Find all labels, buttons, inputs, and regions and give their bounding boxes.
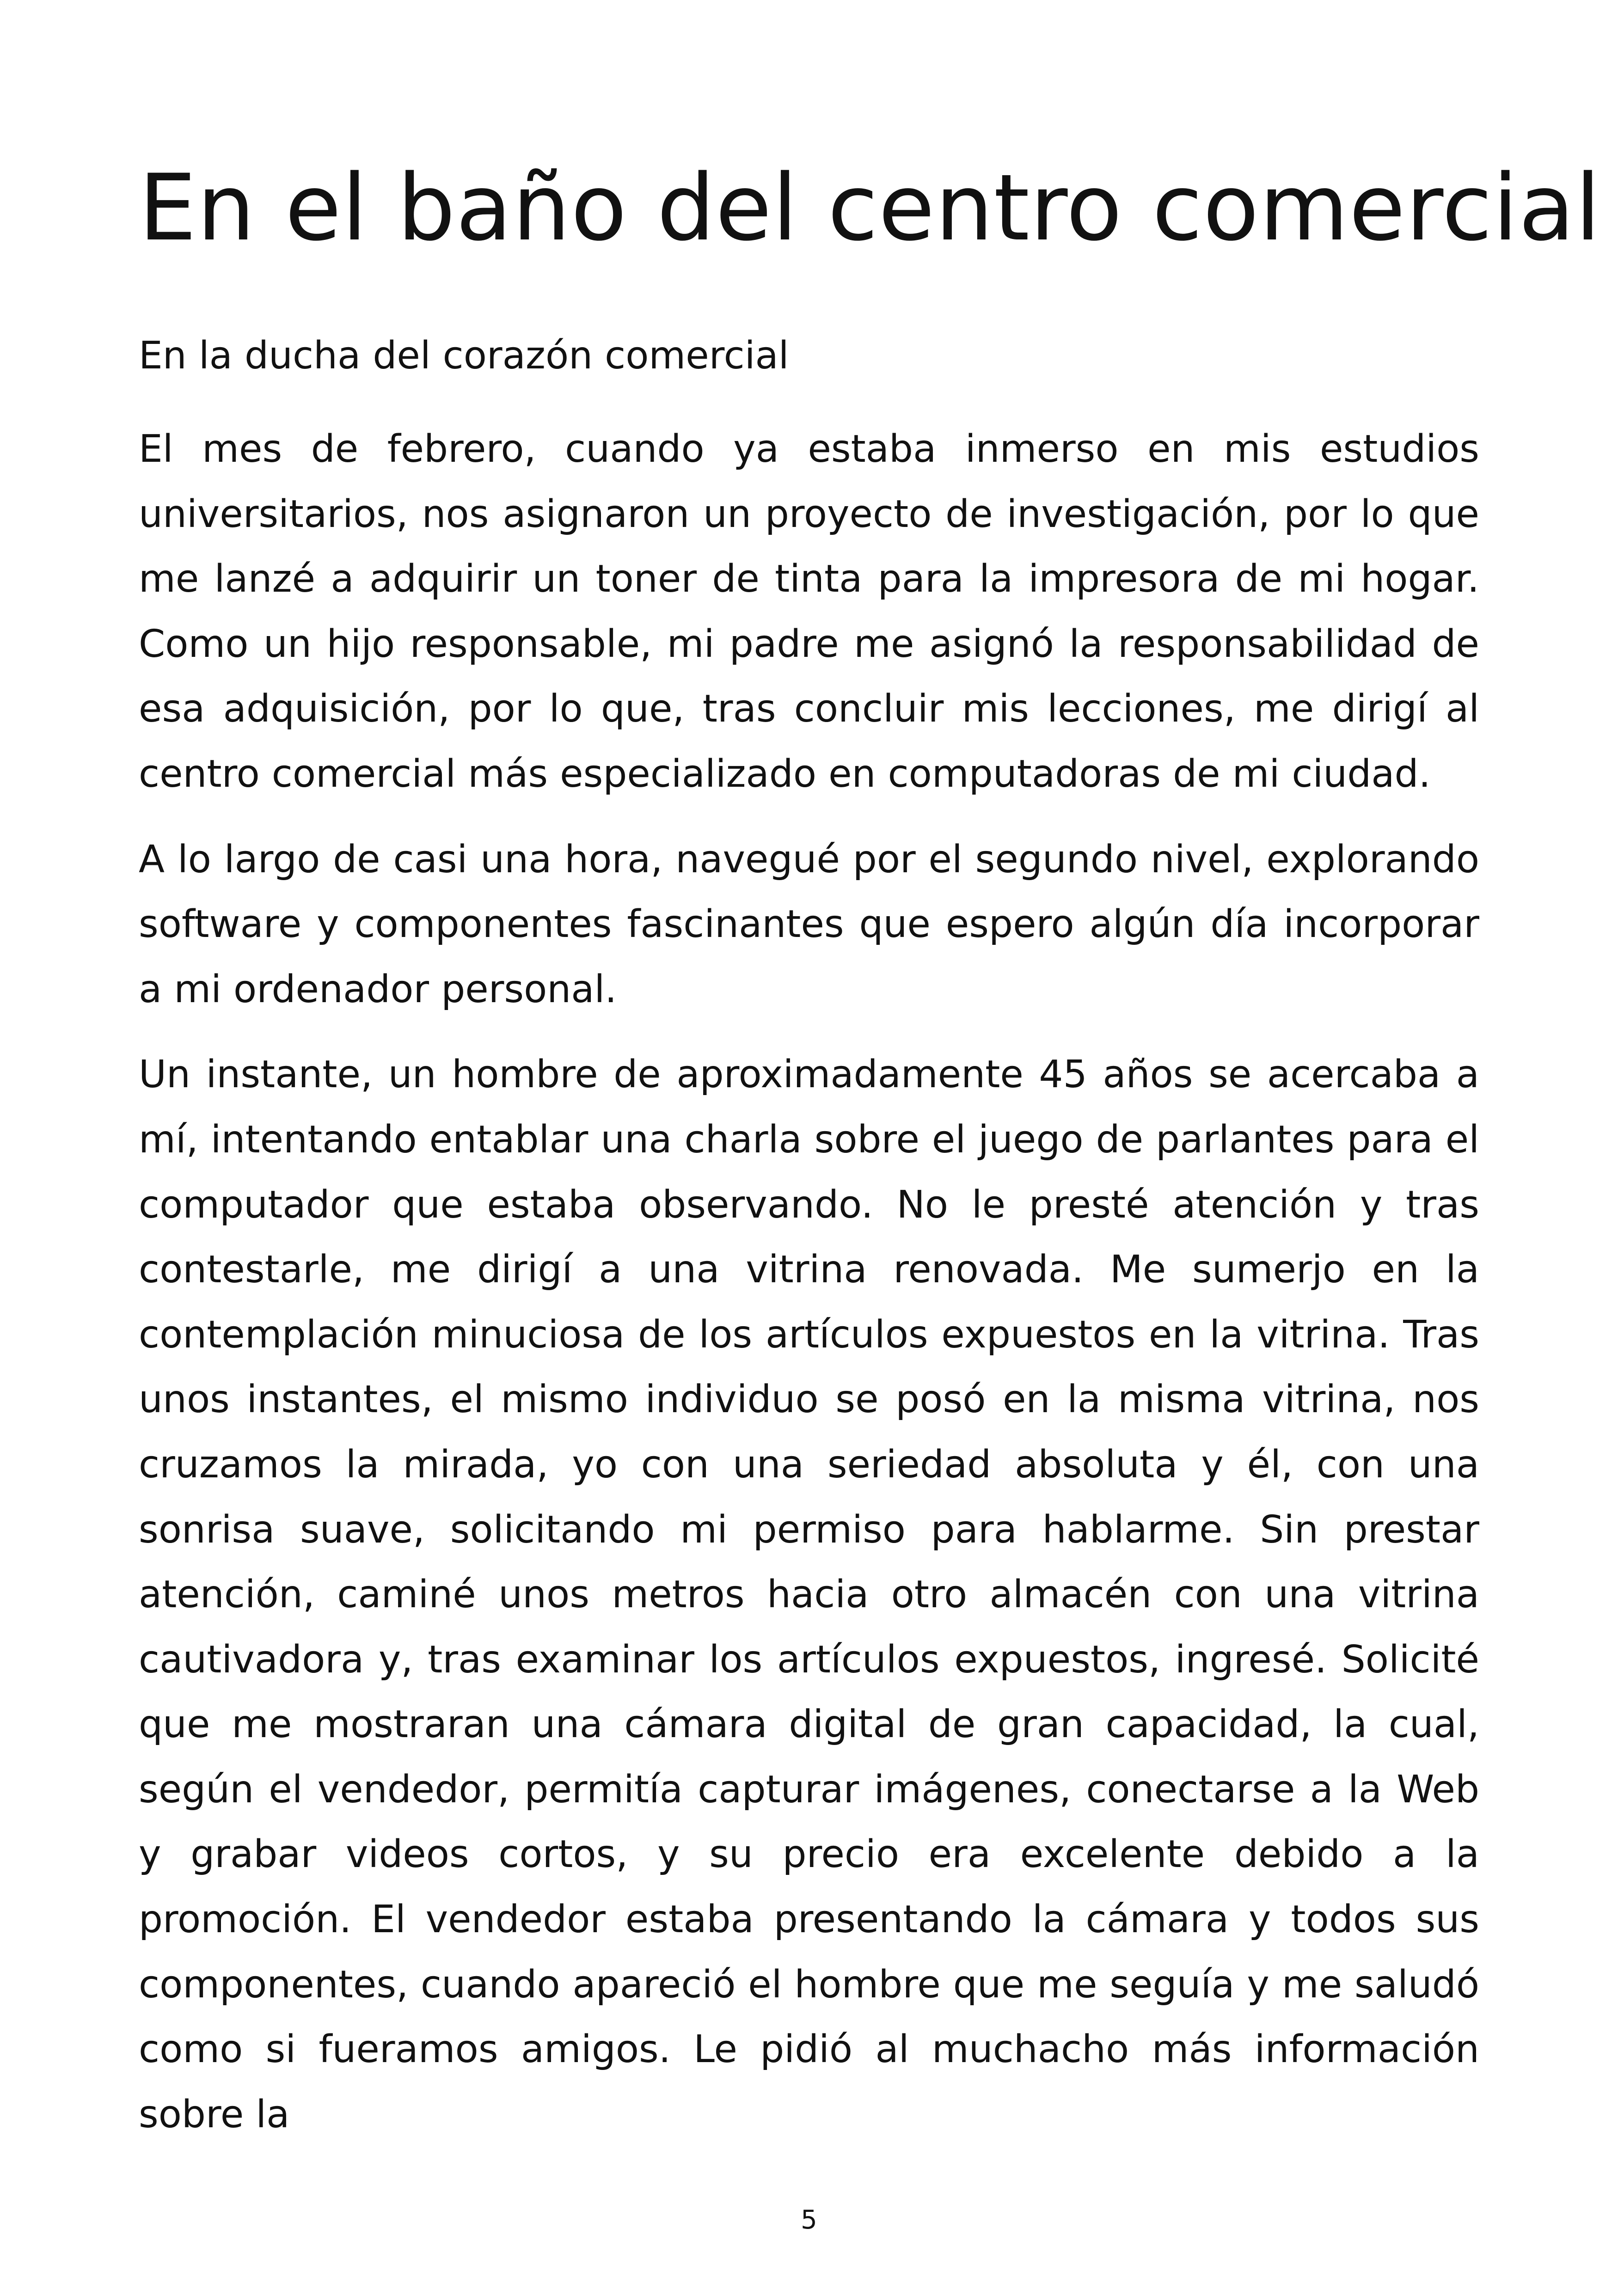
paragraph-2: A lo largo de casi una hora, navegué por el segundo nivel, explorando software y componentes fascinantes que espero algún día incorporar a mi ordenador personal. [139, 837, 1479, 1011]
page-title: En el baño del centro comercial [139, 154, 1601, 261]
body-text [139, 324, 1479, 2167]
page-number: 5 [801, 2205, 817, 2235]
paragraph-1: El mes de febrero, cuando ya estaba inmerso en mis estudios universitarios, nos asignaron un proyecto de investigación, por lo que me lanzé a adquirir un toner de tinta para la impresora de mi hogar. Como un hijo responsable, mi padre me asignó la responsabilidad de esa adquisición, por lo que, tras concluir mis lecciones, me dirigí al centro comercial más especializado en computadoras de mi ciudad. [139, 427, 1479, 796]
paragraph-3: Un instante, un hombre de aproximadamente 45 años se acercaba a mí, intentando entablar una charla sobre el juego de parlantes para el computador que estaba observando. No le presté atención y tras contestarle, me dirigí a una vitrina renovada. Me sumerjo en la contemplación minuciosa de los artículos expuestos en la vitrina. Tras unos instantes, el mismo individuo se posó en la misma vitrina, nos cruzamos la mirada, yo con una seriedad absoluta y él, con una sonrisa suave, solicitando mi permiso para hablarme. Sin prestar atención, caminé unos metros hacia otro almacén con una vitrina cautivadora y, tras examinar los artículos expuestos, ingresé. Solicité que me mostraran una cámara digital de gran capacidad, la cual, según el vendedor, permitía capturar imágenes, conectarse a la Web y grabar videos cortos, y su precio era excelente debido a la promoción. El vendedor estaba presentando la cámara y todos sus componentes, cuando apareció el hombre que me seguía y me saludó como si fueramos amigos. Le pidió al muchacho más información sobre la [139, 1053, 1479, 2137]
section-subtitle: En la ducha del corazón comercial [139, 334, 789, 378]
